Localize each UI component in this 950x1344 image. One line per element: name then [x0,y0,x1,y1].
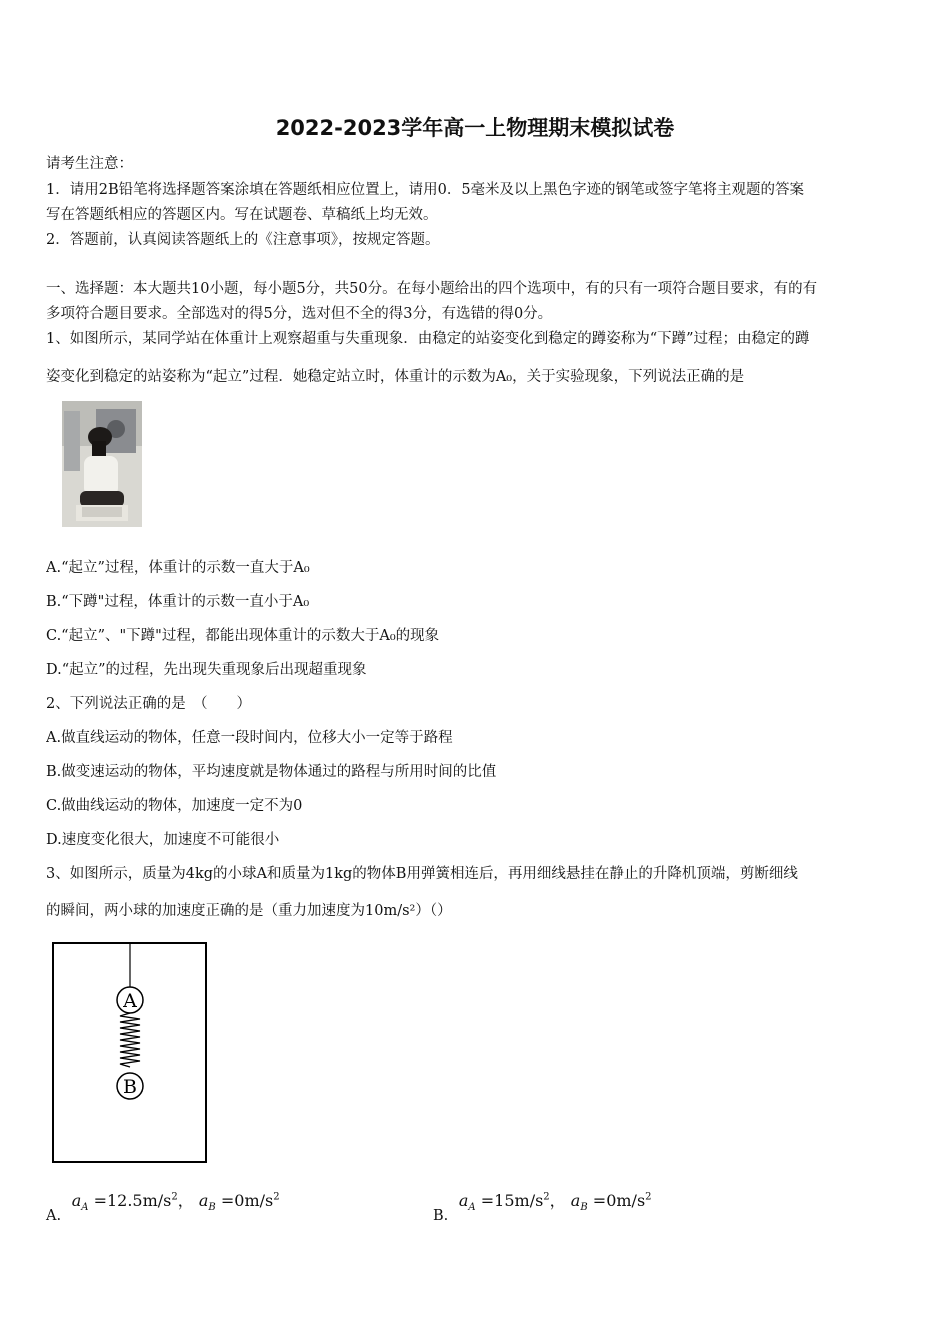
page-title: 2022-2023学年高一上物理期末模拟试卷 [275,116,675,140]
question-3-stem: 3、如图所示，质量为4kg的小球A和质量为1kg的物体B用弹簧相连后，再用细线悬挂在静止的升降机顶端，剪断细线 [46,866,798,882]
question-1-option-d: D.“起立”的过程，先出现失重现象后出现超重现象 [46,662,367,678]
elevator-spring-diagram [50,940,210,1166]
question-2-option-b: B.做变速运动的物体，平均速度就是物体通过的路程与所用时间的比值 [46,764,497,780]
notice-item-1-cont: 写在答题纸相应的答题区内。写在试题卷、草稿纸上均无效。 [46,207,438,223]
question-1-option-a: A.“起立”过程，体重计的示数一直大于A₀ [46,560,310,576]
option-formula: $a_A =15m/s^2$， $a_B =0m/s^2$ [458,1191,652,1214]
notice-item-1: 1．请用2B铅笔将选择题答案涂填在答题纸相应位置上，请用0．5毫米及以上黑色字迹的钢笔或签字笔将主观题的答案 [46,182,805,198]
option-formula: $a_A =12.5m/s^2$， $a_B =0m/s^2$ [71,1191,280,1214]
question-2-option-d: D.速度变化很大，加速度不可能很小 [46,832,280,848]
question-1-option-c: C.“起立”、"下蹲"过程，都能出现体重计的示数大于A₀的现象 [46,628,440,644]
ball-a-label: A [123,990,137,1012]
question-2-stem: 2、下列说法正确的是 （ ） [46,696,251,712]
section-instructions-cont: 多项符合题目要求。全部选对的得5分，选对但不全的得3分，有选错的得0分。 [46,306,553,322]
notice-heading: 请考生注意： [46,156,133,172]
option-letter: B. [433,1208,449,1224]
question-1-stem-cont: 姿变化到稳定的站姿称为“起立”过程．她稳定站立时，体重计的示数为A₀，关于实验现象，下列说法正确的是 [46,369,745,385]
question-1-stem: 1、如图所示，某同学站在体重计上观察超重与失重现象．由稳定的站姿变化到稳定的蹲姿称为“下蹲”过程；由稳定的蹲 [46,331,810,347]
option-letter: A. [46,1208,62,1224]
section-instructions: 一、选择题：本大题共10小题，每小题5分，共50分。在每小题给出的四个选项中，有的只有一项符合题目要求，有的有 [46,281,818,297]
question-3-stem-cont: 的瞬间，两小球的加速度正确的是（重力加速度为10m/s²）（） [46,903,452,919]
question-3-option-a [46,1188,280,1224]
question-2-option-a: A.做直线运动的物体，任意一段时间内，位移大小一定等于路程 [46,730,453,746]
ball-b-label: B [123,1076,137,1098]
question-1-option-b: B.“下蹲"过程，体重计的示数一直小于A₀ [46,594,310,610]
question-2-option-c: C.做曲线运动的物体，加速度一定不为0 [46,798,303,814]
notice-item-2: 2．答题前，认真阅读答题纸上的《注意事项》，按规定答题。 [46,232,440,248]
question-3-option-b [433,1188,652,1224]
scale-photo-image [62,401,142,527]
